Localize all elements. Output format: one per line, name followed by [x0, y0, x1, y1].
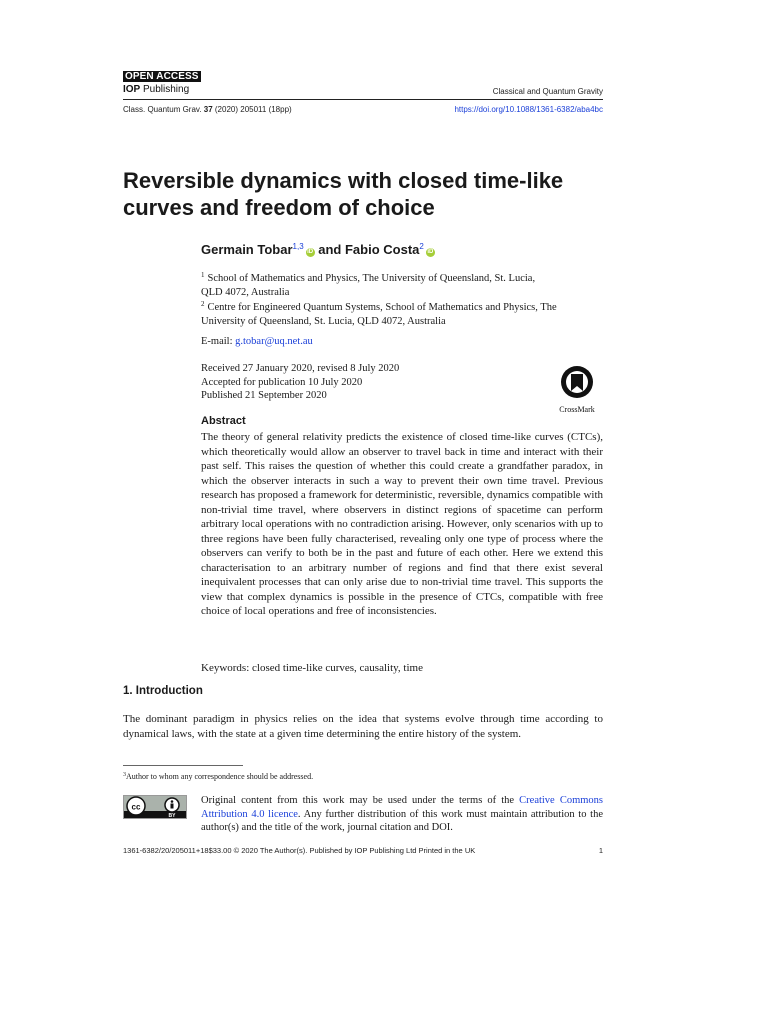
author-2-sup[interactable]: 2: [419, 242, 424, 251]
affiliation-text-2: QLD 4072, Australia: [201, 286, 290, 298]
affiliation-num: 1: [201, 271, 205, 279]
svg-text:cc: cc: [131, 802, 141, 812]
paper-title: Reversible dynamics with closed time-like curves and freedom of choice: [123, 168, 564, 220]
affiliation-2: [201, 298, 601, 328]
header-rule: [123, 99, 603, 100]
date-published: Published 21 September 2020: [201, 390, 327, 401]
publisher-rest: Publishing: [140, 84, 190, 95]
publisher-logo: [123, 84, 189, 95]
date-accepted: Accepted for publication 10 July 2020: [201, 376, 363, 388]
footnote-rule: [123, 765, 243, 766]
publisher-bold: IOP: [123, 84, 141, 95]
citation-suffix: (2020) 205011 (18pp): [212, 105, 292, 114]
author-2: Fabio Costa: [344, 242, 420, 257]
date-received: Received 27 January 2020, revised 8 July 2020: [201, 363, 400, 374]
footnote-num: 3: [123, 772, 126, 778]
dates-block: [201, 362, 399, 403]
page-number: 1: [598, 846, 603, 855]
open-access-badge: OPEN ACCESS: [125, 71, 199, 82]
section-heading: 1. Introduction: [123, 685, 203, 697]
author-1-sup[interactable]: 1,3: [292, 242, 304, 251]
abstract-text: The theory of general relativity predicts the existence of closed time-like curves (CTCs), which theoretically would allow an observer to travel back in time and interact with their past self. This raises the question of whether this could create a grandfather paradox, in which the observer interacts in such a way to prevent their own time travel. Previous research has proposed a framework for deterministic, reversible, dynamics compatible with non-trivial time travel, where observers in distinct regions of spacetime can perform arbitrary local operations with no contradiction arising. However, only scenarios with up to three regions have been fully characterised, revealing only one type of process where the observers can verify to both be in the past and future of each other. Here we extend this characterisation to an arbitrary number of regions and find that there exist several inequivalent processes that can only arise due to non-trivial time travel. This supports the view that complex dynamics is possible in the presence of CTCs, compatible with free choice of local operations and free of inconsistencies.: [201, 431, 603, 617]
email-link[interactable]: g.tobar@uq.net.au: [235, 336, 313, 347]
cc-by-text: BY: [168, 813, 176, 818]
footnote: [123, 772, 313, 781]
affiliation-text-2: University of Queensland, St. Lucia, QLD 4072, Australia: [201, 315, 446, 327]
footer-text: 1361-6382/20/205011+18$33.00 © 2020 The Author(s). Published by IOP Publishing Ltd Printed in the UK: [123, 846, 476, 855]
license-after: . Any further distribution of this work must maintain attribution to the author(s) and the title of the work, journal citation and DOI.: [201, 808, 603, 833]
license-link[interactable]: Creative Commons Attribution 4.0 licence: [201, 795, 603, 820]
citation: [123, 105, 292, 114]
abstract-heading: Abstract: [201, 415, 246, 427]
cc-by-license-icon[interactable]: [123, 795, 187, 819]
cc-logo-icon: [124, 796, 186, 818]
affiliation-num: 2: [201, 300, 205, 308]
email-line: [201, 336, 313, 347]
crossmark-label: CrossMark: [559, 405, 595, 414]
footnote-text: Author to whom any correspondence should be addressed.: [126, 772, 314, 781]
affiliation-text: School of Mathematics and Physics, The University of Queensland, St. Lucia,: [207, 273, 536, 284]
doi-link[interactable]: https://doi.org/10.1088/1361-6382/aba4bc: [454, 105, 603, 114]
author-connector: and: [314, 242, 345, 257]
email-label: E-mail:: [201, 336, 236, 347]
journal-name: Classical and Quantum Gravity: [492, 87, 603, 96]
section-text: The dominant paradigm in physics relies on the idea that systems evolve through time according to dynamical laws, with the state at a given time determining the entire history of the system.: [123, 713, 603, 740]
crossmark-icon: [557, 365, 597, 399]
license-text: [201, 794, 603, 835]
affiliation-1: [201, 269, 601, 299]
orcid-icon[interactable]: iD: [427, 249, 434, 255]
author-list: [201, 242, 435, 257]
crossmark-badge[interactable]: [553, 365, 601, 413]
author-1: Germain Tobar: [201, 242, 293, 257]
affiliation-text: Centre for Engineered Quantum Systems, School of Mathematics and Physics, The: [207, 302, 557, 313]
license-before: Original content from this work may be used under the terms of the: [201, 795, 520, 806]
keywords: Keywords: closed time-like curves, causality, time: [201, 662, 423, 674]
orcid-icon[interactable]: iD: [307, 249, 314, 255]
citation-prefix: Class. Quantum Grav.: [123, 105, 204, 114]
citation-volume: 37: [203, 105, 213, 114]
